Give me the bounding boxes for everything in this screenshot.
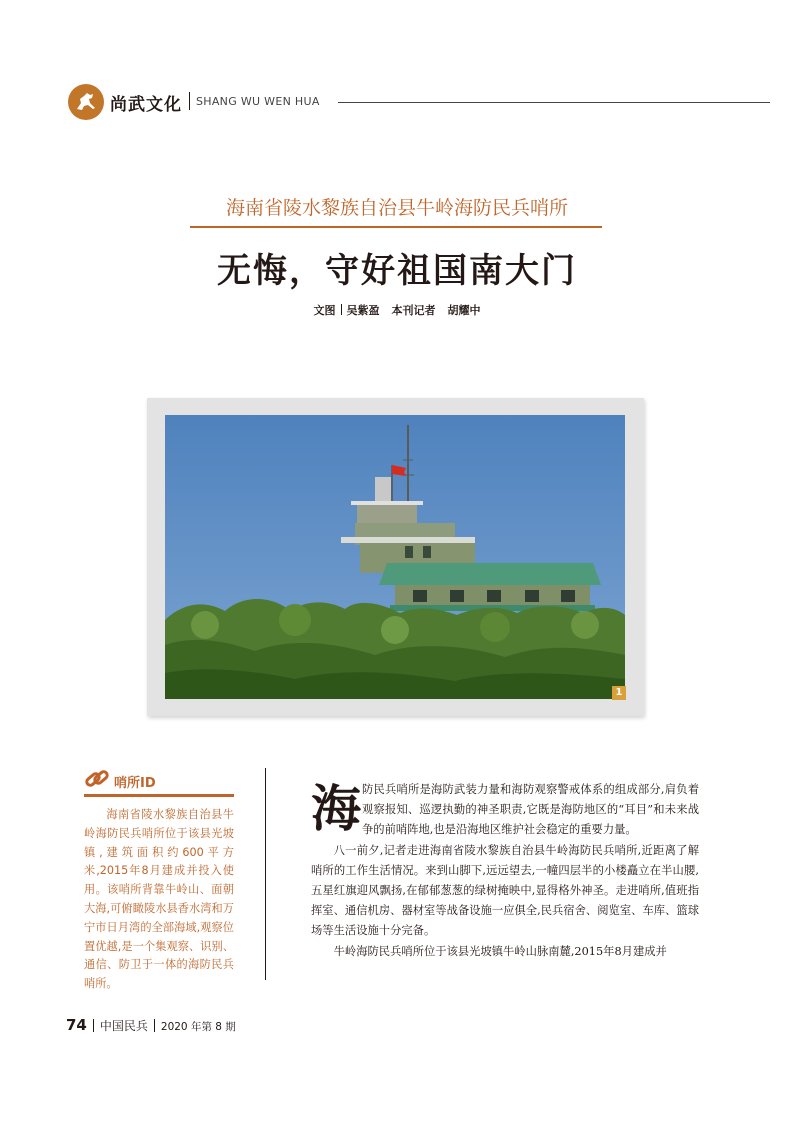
- article-body: [311, 780, 699, 962]
- sidebar-text: 海南省陵水黎族自治县牛岭海防民兵哨所位于该县光坡镇,建筑面积约600平方米,2015年8月建成并投入使用。该哨所背靠牛岭山、面朝大海,可俯瞰陵水县香水湾和万宁市日月湾的全部海域,观察位置优越,是一个集观察、识别、通信、防卫于一体的海防民兵哨所。: [84, 808, 234, 991]
- byline-author1: 吴紫盈: [346, 304, 380, 317]
- header-rule: [338, 102, 770, 103]
- paragraph: 八一前夕,记者走进海南省陵水黎族自治县牛岭海防民兵哨所,近距离了解哨所的工作生活情况。来到山脚下,远远望去,一幢四层半的小楼矗立在半山腰,五星红旗迎风飘扬,在郁郁葱葱的绿树掩映中,显得格外神圣。走进哨所,值班指挥室、通信机房、器材室等战备设施一应俱全,民兵宿舍、阅览室、车库、篮球场等生活设施十分完备。: [311, 843, 699, 938]
- article-title: 无悔，守好祖国南大门: [217, 251, 577, 291]
- page-number: 74: [66, 1016, 87, 1034]
- running-horse-icon: [68, 84, 104, 120]
- photo-frame: [147, 398, 644, 716]
- photo-number: 1: [612, 686, 626, 700]
- byline-role: 本刊记者: [391, 304, 436, 317]
- sidebar-title: 哨所ID: [114, 776, 156, 791]
- section-title-cn: 尚武文化: [110, 95, 182, 115]
- outpost-photo: [165, 415, 625, 699]
- byline-label: 文图: [313, 304, 336, 317]
- footer-divider: [93, 1019, 94, 1032]
- subtitle-underline: [190, 226, 602, 228]
- section-logo: [68, 84, 104, 120]
- byline: [200, 302, 594, 318]
- drop-cap: 海: [311, 779, 361, 838]
- sidebar-rule: [84, 794, 234, 797]
- issue-number: 2020 年第 8 期: [160, 1021, 236, 1033]
- page-footer: [66, 1016, 236, 1034]
- link-icon: [84, 767, 110, 795]
- footer-divider: [154, 1019, 155, 1032]
- column-divider: [265, 768, 266, 980]
- byline-divider: [341, 304, 342, 315]
- section-title-en: SHANG WU WEN HUA: [196, 95, 320, 108]
- magazine-name: 中国民兵: [99, 1019, 148, 1033]
- paragraph: 牛岭海防民兵哨所位于该县光坡镇牛岭山脉南麓,2015年8月建成并: [333, 944, 667, 958]
- paragraph: 防民兵哨所是海防武装力量和海防观察警戒体系的组成部分,肩负着观察报知、巡逻执勤的神圣职责,它既是海防地区的“耳目”和未来战争的前哨阵地,也是沿海地区维护社会稳定的重要力量。: [362, 783, 699, 837]
- section-divider: [189, 92, 190, 110]
- byline-author2: 胡耀中: [447, 304, 481, 317]
- article-subtitle: 海南省陵水黎族自治县牛岭海防民兵哨所: [225, 197, 568, 219]
